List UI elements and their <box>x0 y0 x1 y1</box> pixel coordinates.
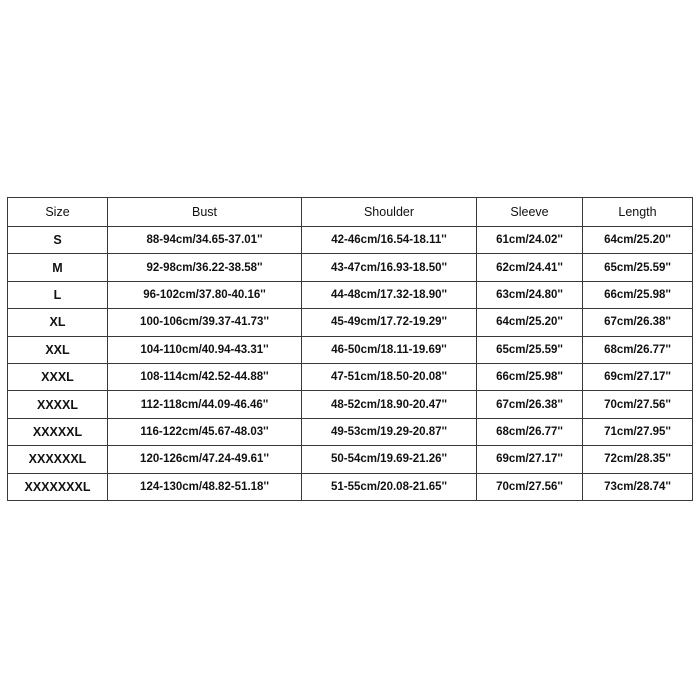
size-cell: XXXXL <box>8 391 108 418</box>
shoulder-cell: 51-55cm/20.08-21.65'' <box>302 473 477 500</box>
length-cell: 66cm/25.98'' <box>583 281 693 308</box>
shoulder-cell: 48-52cm/18.90-20.47'' <box>302 391 477 418</box>
length-cell: 64cm/25.20'' <box>583 227 693 254</box>
header-sleeve: Sleeve <box>477 198 583 227</box>
table-row <box>8 473 693 500</box>
bust-cell: 124-130cm/48.82-51.18'' <box>108 473 302 500</box>
length-cell: 69cm/27.17'' <box>583 363 693 390</box>
bust-cell: 108-114cm/42.52-44.88'' <box>108 363 302 390</box>
size-cell: XXL <box>8 336 108 363</box>
sleeve-cell: 70cm/27.56'' <box>477 473 583 500</box>
header-bust: Bust <box>108 198 302 227</box>
bust-cell: 92-98cm/36.22-38.58'' <box>108 254 302 281</box>
size-cell: M <box>8 254 108 281</box>
table-row <box>8 309 693 336</box>
shoulder-cell: 49-53cm/19.29-20.87'' <box>302 418 477 445</box>
length-cell: 67cm/26.38'' <box>583 309 693 336</box>
header-size: Size <box>8 198 108 227</box>
length-cell: 72cm/28.35'' <box>583 446 693 473</box>
table-row <box>8 363 693 390</box>
shoulder-cell: 42-46cm/16.54-18.11'' <box>302 227 477 254</box>
size-cell: XXXL <box>8 363 108 390</box>
table-row <box>8 391 693 418</box>
header-shoulder: Shoulder <box>302 198 477 227</box>
sleeve-cell: 62cm/24.41'' <box>477 254 583 281</box>
shoulder-cell: 50-54cm/19.69-21.26'' <box>302 446 477 473</box>
sleeve-cell: 69cm/27.17'' <box>477 446 583 473</box>
header-row <box>8 198 693 227</box>
bust-cell: 88-94cm/34.65-37.01'' <box>108 227 302 254</box>
sleeve-cell: 67cm/26.38'' <box>477 391 583 418</box>
length-cell: 71cm/27.95'' <box>583 418 693 445</box>
size-chart-table <box>7 197 693 501</box>
shoulder-cell: 47-51cm/18.50-20.08'' <box>302 363 477 390</box>
header-length: Length <box>583 198 693 227</box>
size-cell: L <box>8 281 108 308</box>
length-cell: 68cm/26.77'' <box>583 336 693 363</box>
length-cell: 73cm/28.74'' <box>583 473 693 500</box>
sleeve-cell: 68cm/26.77'' <box>477 418 583 445</box>
size-cell: XXXXXL <box>8 418 108 445</box>
bust-cell: 112-118cm/44.09-46.46'' <box>108 391 302 418</box>
bust-cell: 120-126cm/47.24-49.61'' <box>108 446 302 473</box>
sleeve-cell: 63cm/24.80'' <box>477 281 583 308</box>
length-cell: 70cm/27.56'' <box>583 391 693 418</box>
bust-cell: 116-122cm/45.67-48.03'' <box>108 418 302 445</box>
sleeve-cell: 64cm/25.20'' <box>477 309 583 336</box>
sleeve-cell: 66cm/25.98'' <box>477 363 583 390</box>
table-row <box>8 446 693 473</box>
size-cell: XL <box>8 309 108 336</box>
sleeve-cell: 65cm/25.59'' <box>477 336 583 363</box>
shoulder-cell: 45-49cm/17.72-19.29'' <box>302 309 477 336</box>
bust-cell: 96-102cm/37.80-40.16'' <box>108 281 302 308</box>
sleeve-cell: 61cm/24.02'' <box>477 227 583 254</box>
shoulder-cell: 46-50cm/18.11-19.69'' <box>302 336 477 363</box>
bust-cell: 104-110cm/40.94-43.31'' <box>108 336 302 363</box>
shoulder-cell: 43-47cm/16.93-18.50'' <box>302 254 477 281</box>
table-row <box>8 336 693 363</box>
size-cell: S <box>8 227 108 254</box>
bust-cell: 100-106cm/39.37-41.73'' <box>108 309 302 336</box>
table-row <box>8 227 693 254</box>
shoulder-cell: 44-48cm/17.32-18.90'' <box>302 281 477 308</box>
size-cell: XXXXXXXL <box>8 473 108 500</box>
size-cell: XXXXXXL <box>8 446 108 473</box>
table-row <box>8 418 693 445</box>
length-cell: 65cm/25.59'' <box>583 254 693 281</box>
table-row <box>8 281 693 308</box>
table-row <box>8 254 693 281</box>
